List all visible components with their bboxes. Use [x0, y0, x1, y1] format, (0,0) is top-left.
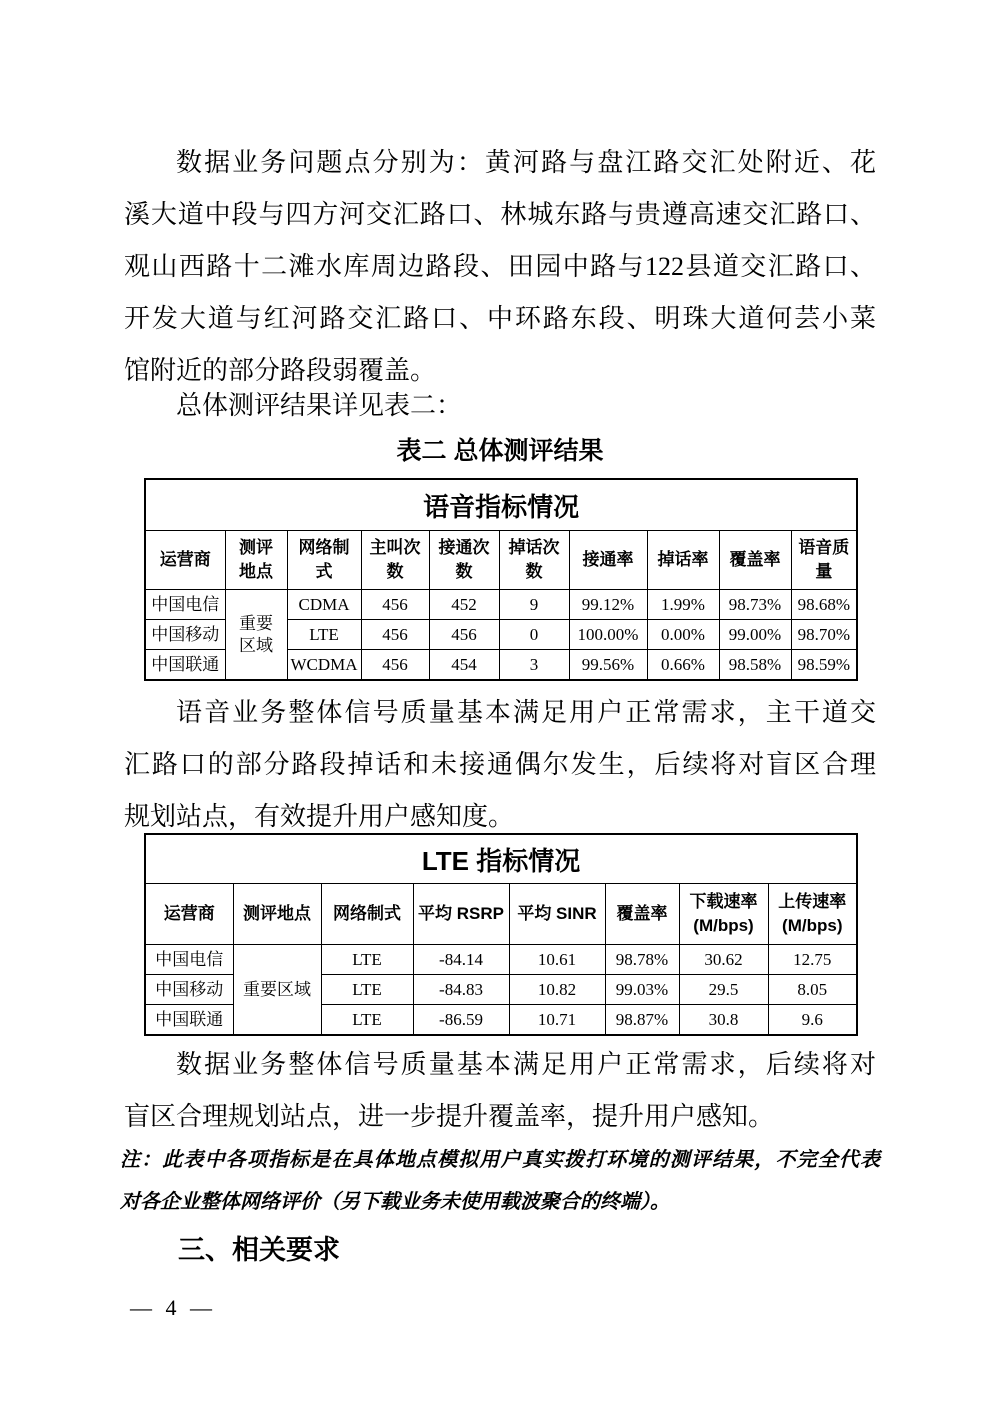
paragraph-line: 语音业务整体信号质量基本满足用户正常需求，主干道交 [176, 698, 876, 727]
value-cell: 456 [429, 620, 499, 650]
column-header-coverage: 覆盖率 [605, 884, 679, 945]
column-header-network: 网络制 式 [287, 531, 361, 590]
column-header-sinr: 平均 SINR [509, 884, 605, 945]
column-header-download: 下载速率 (M/bps) [679, 884, 768, 945]
value-cell: 456 [361, 650, 429, 681]
value-cell: 0.66% [647, 650, 719, 681]
location-cell: 重要 区域 [225, 590, 287, 681]
value-cell: 10.82 [509, 975, 605, 1005]
value-cell: 9.6 [768, 1005, 857, 1036]
value-cell: 98.87% [605, 1005, 679, 1036]
table-caption: 表二 总体测评结果 [396, 437, 604, 465]
paragraph-line: 馆附近的部分路段弱覆盖。 [124, 356, 437, 385]
paragraph-line: 溪大道中段与四方河交汇路口、林城东路与贵遵高速交汇路口、 [124, 200, 876, 229]
network-cell: LTE [321, 975, 413, 1005]
value-cell: 452 [429, 590, 499, 620]
lte-indicators-table [144, 833, 858, 1036]
voice-table-title: 语音指标情况 [145, 479, 857, 531]
column-header-coverage: 覆盖率 [719, 531, 791, 590]
column-header-network: 网络制式 [321, 884, 413, 945]
body-paragraph-see-table [124, 380, 876, 432]
value-cell: 12.75 [768, 945, 857, 975]
paragraph-line: 规划站点，有效提升用户感知度。 [124, 802, 515, 831]
network-cell: LTE [287, 620, 361, 650]
value-cell: 454 [429, 650, 499, 681]
operator-cell: 中国移动 [145, 975, 233, 1005]
footnote [120, 1139, 880, 1223]
column-header-upload: 上传速率 (M/bps) [768, 884, 857, 945]
value-cell: 98.70% [791, 620, 857, 650]
body-paragraph-voice-summary [124, 687, 876, 843]
column-header-connect-rate: 接通率 [569, 531, 647, 590]
value-cell: 98.73% [719, 590, 791, 620]
value-cell: 0.00% [647, 620, 719, 650]
value-cell: 99.12% [569, 590, 647, 620]
footnote-line: 对各企业整体网络评价（另下载业务未使用载波聚合的终端）。 [120, 1191, 670, 1213]
column-header-location: 测评 地点 [225, 531, 287, 590]
value-cell: 98.68% [791, 590, 857, 620]
operator-cell: 中国移动 [145, 620, 225, 650]
value-cell: 100.00% [569, 620, 647, 650]
value-cell: 30.8 [679, 1005, 768, 1036]
page-number: — 4 — [130, 1295, 216, 1320]
value-cell: -84.83 [413, 975, 509, 1005]
column-header-dropped: 掉话次 数 [499, 531, 569, 590]
network-cell: WCDMA [287, 650, 361, 681]
network-cell: CDMA [287, 590, 361, 620]
value-cell: -84.14 [413, 945, 509, 975]
column-header-voice-quality: 语音质 量 [791, 531, 857, 590]
value-cell: 29.5 [679, 975, 768, 1005]
footnote-line: 注：此表中各项指标是在具体地点模拟用户真实拨打环境的测评结果，不完全代表 [120, 1149, 880, 1171]
paragraph-line: 盲区合理规划站点，进一步提升覆盖率，提升用户感知。 [124, 1102, 775, 1131]
value-cell: 8.05 [768, 975, 857, 1005]
paragraph-line: 总体测评结果详见表二： [176, 391, 463, 420]
operator-cell: 中国电信 [145, 945, 233, 975]
value-cell: 456 [361, 590, 429, 620]
column-header-calls: 主叫次 数 [361, 531, 429, 590]
paragraph-line: 开发大道与红河路交汇路口、中环路东段、明珠大道何芸小菜 [124, 304, 876, 333]
paragraph-line: 汇路口的部分路段掉话和未接通偶尔发生，后续将对盲区合理 [124, 750, 876, 779]
value-cell: 99.56% [569, 650, 647, 681]
value-cell: 99.00% [719, 620, 791, 650]
value-cell: 3 [499, 650, 569, 681]
value-cell: 98.59% [791, 650, 857, 681]
value-cell: 0 [499, 620, 569, 650]
column-header-operator: 运营商 [145, 531, 225, 590]
value-cell: 99.03% [605, 975, 679, 1005]
body-paragraph-data-problems [124, 137, 876, 397]
column-header-operator: 运营商 [145, 884, 233, 945]
paragraph-line: 数据业务问题点分别为：黄河路与盘江路交汇处附近、花 [176, 148, 876, 177]
network-cell: LTE [321, 1005, 413, 1036]
value-cell: 98.78% [605, 945, 679, 975]
column-header-connected: 接通次 数 [429, 531, 499, 590]
operator-cell: 中国电信 [145, 590, 225, 620]
voice-indicators-table [144, 478, 858, 681]
value-cell: 10.61 [509, 945, 605, 975]
value-cell: 456 [361, 620, 429, 650]
paragraph-line: 数据业务整体信号质量基本满足用户正常需求，后续将对 [176, 1050, 876, 1079]
paragraph-line: 观山西路十二滩水库周边路段、田园中路与122县道交汇路口、 [124, 252, 876, 281]
lte-table-title: LTE 指标情况 [145, 834, 857, 884]
body-paragraph-data-summary [124, 1039, 876, 1143]
value-cell: 1.99% [647, 590, 719, 620]
column-header-rsrp: 平均 RSRP [413, 884, 509, 945]
value-cell: 30.62 [679, 945, 768, 975]
location-cell: 重要区域 [233, 945, 321, 1036]
section-heading: 三、相关要求 [178, 1235, 340, 1265]
column-header-location: 测评地点 [233, 884, 321, 945]
operator-cell: 中国联通 [145, 1005, 233, 1036]
value-cell: 9 [499, 590, 569, 620]
value-cell: 10.71 [509, 1005, 605, 1036]
operator-cell: 中国联通 [145, 650, 225, 681]
network-cell: LTE [321, 945, 413, 975]
column-header-drop-rate: 掉话率 [647, 531, 719, 590]
value-cell: -86.59 [413, 1005, 509, 1036]
value-cell: 98.58% [719, 650, 791, 681]
